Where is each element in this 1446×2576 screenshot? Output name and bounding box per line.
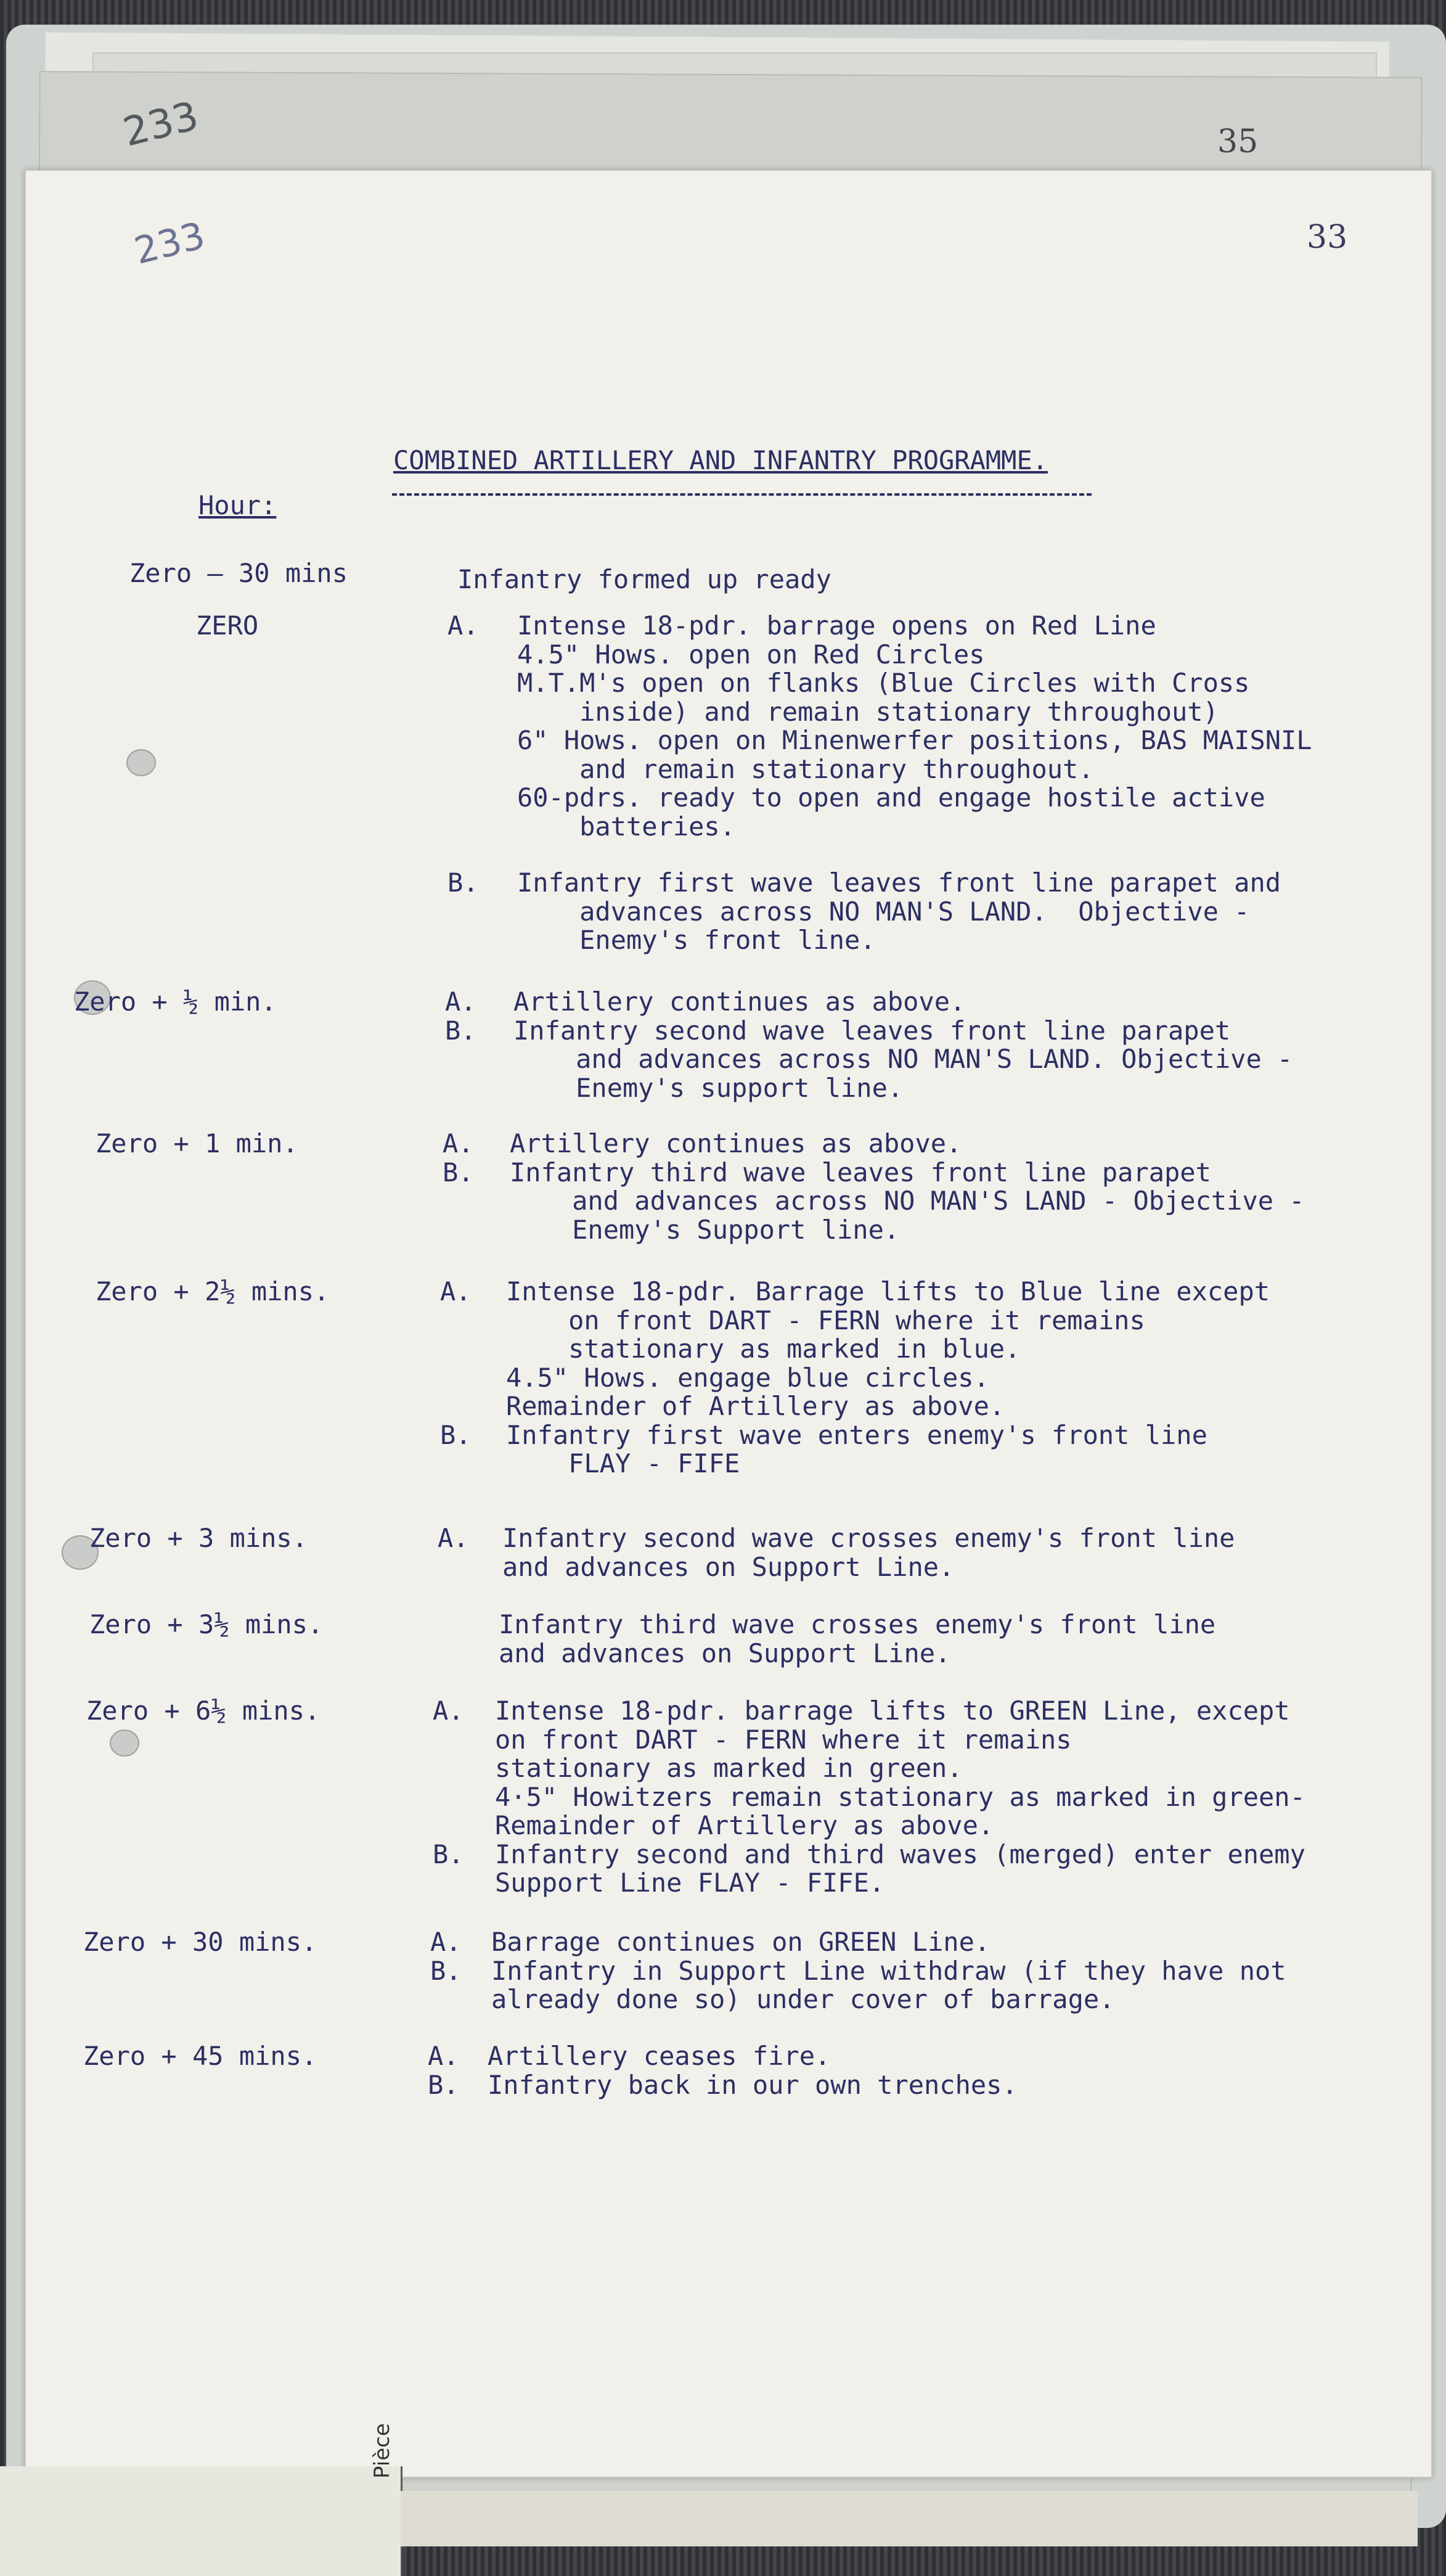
row-item-letter: B. bbox=[443, 1157, 474, 1188]
row-time: Zero + 30 mins. bbox=[83, 1927, 317, 1957]
row-item-letter: A. bbox=[428, 2041, 459, 2071]
folder-strip bbox=[401, 2491, 1418, 2546]
row-time: Zero + 45 mins. bbox=[83, 2041, 317, 2071]
row-text-line: FLAY - FIFE bbox=[506, 1448, 740, 1479]
row-item-letter: A. bbox=[433, 1696, 464, 1726]
row-item-letter: A. bbox=[445, 987, 476, 1017]
row-text-line: 4.5" Hows. open on Red Circles bbox=[517, 639, 985, 670]
row-text-line: on front DART - FERN where it remains bbox=[506, 1305, 1145, 1335]
row-text-line: and advances on Support Line. bbox=[502, 1551, 955, 1582]
page-title: COMBINED ARTILLERY AND INFANTRY PROGRAMME. bbox=[393, 445, 1048, 475]
title-underline bbox=[392, 493, 1092, 496]
row-item-letter: B. bbox=[433, 1839, 464, 1869]
row-time: Zero + 3 mins. bbox=[89, 1523, 308, 1553]
row-time: Zero + 6½ mins. bbox=[86, 1696, 321, 1726]
row-text-line: Infantry in Support Line withdraw (if they have not bbox=[491, 1955, 1286, 1986]
row-item-letter: B. bbox=[445, 1015, 476, 1046]
row-text-line: Remainder of Artillery as above. bbox=[506, 1391, 1005, 1421]
row-text-line: Support Line FLAY - FIFE. bbox=[495, 1868, 885, 1898]
back-sheet-folio-right: 35 bbox=[1217, 123, 1259, 160]
row-text-line: M.T.M's open on flanks (Blue Circles with Cross bbox=[517, 668, 1250, 698]
row-text-line: Enemy's front line. bbox=[517, 925, 876, 955]
row-item-letter: A. bbox=[447, 610, 479, 641]
page-folio-right: 33 bbox=[1307, 219, 1348, 256]
row-text-line: and remain stationary throughout. bbox=[517, 753, 1094, 784]
row-time: Zero + ½ min. bbox=[74, 987, 277, 1017]
row-text-line: Infantry formed up ready bbox=[457, 564, 831, 594]
row-text-line: 60-pdrs. ready to open and engage hostile active bbox=[517, 782, 1265, 813]
row-text-line: and advances across NO MAN'S LAND - Objective - bbox=[510, 1186, 1305, 1216]
row-text-line: already done so) under cover of barrage. bbox=[491, 1984, 1115, 2014]
row-text-line: Artillery continues as above. bbox=[510, 1128, 962, 1159]
row-text-line: Infantry third wave leaves front line parapet bbox=[510, 1157, 1211, 1188]
row-text-line: Infantry second and third waves (merged) enter enemy bbox=[495, 1839, 1305, 1869]
row-item-letter: A. bbox=[440, 1276, 472, 1306]
row-text-line: advances across NO MAN'S LAND. Objective - bbox=[517, 896, 1250, 927]
row-text-line: Infantry first wave leaves front line parapet and bbox=[517, 868, 1281, 898]
row-item-letter: B. bbox=[447, 868, 479, 898]
row-text-line: Enemy's Support line. bbox=[510, 1214, 900, 1245]
row-text-line: Artillery ceases fire. bbox=[488, 2041, 831, 2071]
row-text-line: Infantry second wave leaves front line parapet bbox=[513, 1015, 1231, 1046]
row-time: Zero + 2½ mins. bbox=[96, 1276, 330, 1306]
punch-hole bbox=[126, 749, 156, 776]
row-text-line: batteries. bbox=[517, 811, 736, 842]
row-text-line: Intense 18-pdr. barrage opens on Red Line bbox=[517, 610, 1156, 641]
row-time: Zero + 1 min. bbox=[96, 1128, 298, 1159]
row-item-letter: A. bbox=[438, 1523, 469, 1553]
row-text-line: 4.5" Hows. engage blue circles. bbox=[506, 1362, 989, 1393]
back-sheet-folio-left: 233 bbox=[118, 93, 203, 156]
row-text-line: Infantry first wave enters enemy's front line bbox=[506, 1419, 1207, 1450]
row-item-letter: A. bbox=[430, 1927, 462, 1957]
row-text-line: stationary as marked in blue. bbox=[506, 1334, 1021, 1364]
row-text-line: Infantry back in our own trenches. bbox=[488, 2069, 1018, 2100]
row-text-line: Intense 18-pdr. barrage lifts to GREEN Line, except bbox=[495, 1696, 1290, 1726]
row-text-line: and advances across NO MAN'S LAND. Objective - bbox=[513, 1044, 1293, 1074]
row-item-letter: A. bbox=[443, 1128, 474, 1159]
row-time: Zero + 3½ mins. bbox=[89, 1609, 324, 1639]
row-text-line: on front DART - FERN where it remains bbox=[495, 1724, 1072, 1755]
row-text-line: Artillery continues as above. bbox=[513, 987, 966, 1017]
row-time: Zero — 30 mins bbox=[129, 558, 348, 588]
row-text-line: Infantry third wave crosses enemy's front line bbox=[499, 1609, 1216, 1639]
row-item-letter: B. bbox=[440, 1419, 472, 1450]
row-item-letter: B. bbox=[428, 2069, 459, 2100]
row-text-line: Remainder of Artillery as above. bbox=[495, 1810, 994, 1840]
row-text-line: 4·5" Howitzers remain stationary as marked in green- bbox=[495, 1781, 1305, 1812]
folder-tab-label: Pièce bbox=[370, 2423, 394, 2479]
row-text-line: Enemy's support line. bbox=[513, 1072, 904, 1103]
page-folio-left: 233 bbox=[130, 214, 210, 273]
row-time: ZERO bbox=[196, 610, 259, 641]
hour-column-label: Hour: bbox=[198, 490, 277, 520]
folder-tab bbox=[0, 2466, 402, 2576]
row-text-line: Barrage continues on GREEN Line. bbox=[491, 1927, 991, 1957]
row-item-letter: B. bbox=[430, 1955, 462, 1986]
row-text-line: Intense 18-pdr. Barrage lifts to Blue line except bbox=[506, 1276, 1270, 1306]
row-text-line: stationary as marked in green. bbox=[495, 1753, 963, 1783]
row-text-line: 6" Hows. open on Minenwerfer positions, BAS MAISNIL bbox=[517, 725, 1312, 755]
row-text-line: inside) and remain stationary throughout) bbox=[517, 696, 1219, 727]
row-text-line: Infantry second wave crosses enemy's front line bbox=[502, 1523, 1235, 1553]
row-text-line: and advances on Support Line. bbox=[499, 1638, 951, 1668]
punch-hole bbox=[110, 1729, 139, 1757]
